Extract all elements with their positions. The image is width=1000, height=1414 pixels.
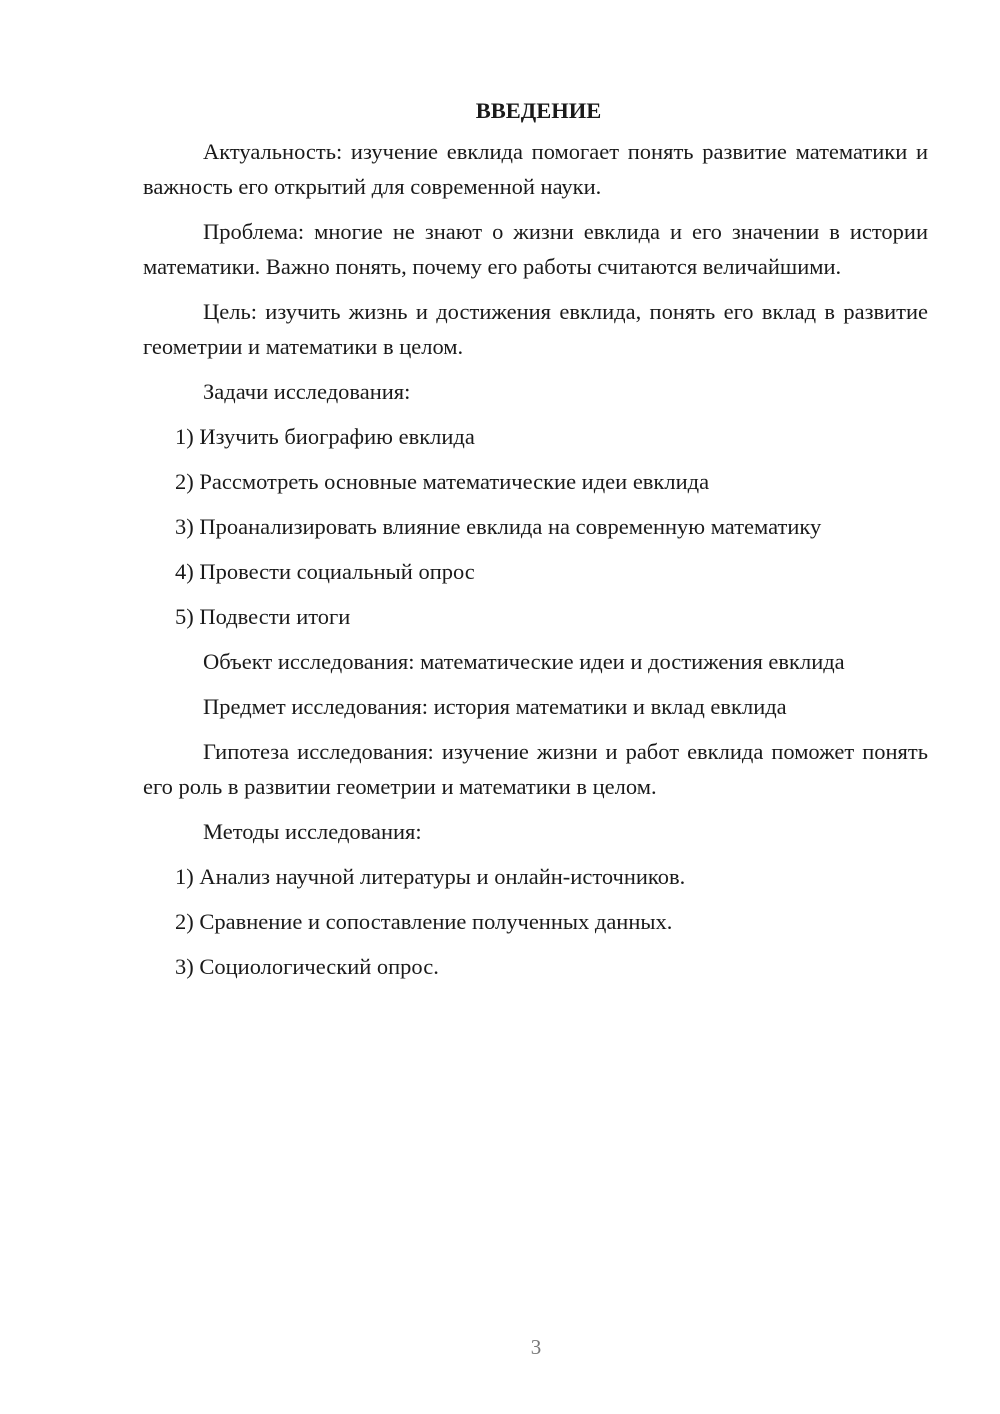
problem-paragraph: Проблема: многие не знают о жизни евклида и его значении в истории математики. Важно понять, почему его работы считаются величайшими.: [143, 219, 928, 279]
methods-heading: Методы исследования:: [203, 819, 422, 844]
task-item: 1) Изучить биографию евклида: [175, 424, 475, 449]
method-item: 2) Сравнение и сопоставление полученных данных.: [175, 909, 673, 934]
object-line: Объект исследования: математические идеи и достижения евклида: [203, 649, 845, 674]
method-item: 3) Социологический опрос.: [175, 954, 439, 979]
task-item: 4) Провести социальный опрос: [175, 559, 475, 584]
task-item: 3) Проанализировать влияние евклида на современную математику: [175, 514, 822, 539]
goal-paragraph: Цель: изучить жизнь и достижения евклида, понять его вклад в развитие геометрии и математики в целом.: [143, 299, 928, 359]
relevance-paragraph: Актуальность: изучение евклида помогает понять развитие математики и важность его открытий для современной науки.: [143, 139, 928, 199]
method-item: 1) Анализ научной литературы и онлайн-источников.: [175, 864, 686, 889]
task-item: 2) Рассмотреть основные математические идеи евклида: [175, 469, 710, 494]
task-item: 5) Подвести итоги: [175, 604, 351, 629]
page-number: 3: [530, 1335, 542, 1359]
page-title: ВВЕДЕНИЕ: [475, 98, 602, 123]
page-content: [143, 93, 928, 994]
tasks-heading: Задачи исследования:: [203, 379, 411, 404]
hypothesis-paragraph: Гипотеза исследования: изучение жизни и работ евклида поможет понять его роль в развитии геометрии и математики в целом.: [143, 739, 928, 799]
subject-line: Предмет исследования: история математики и вклад евклида: [203, 694, 787, 719]
